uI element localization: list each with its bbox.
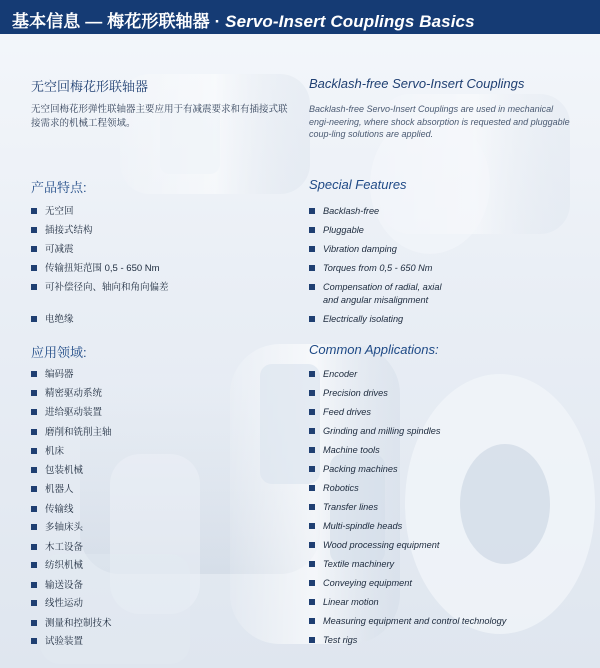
bullet-square-icon	[309, 265, 315, 271]
bullet-square-icon	[309, 447, 315, 453]
bullet-square-icon	[309, 466, 315, 472]
bullet-square-icon	[31, 429, 37, 435]
page-title	[12, 7, 475, 32]
bullet-square-icon	[31, 227, 37, 233]
bullet-square-icon	[309, 246, 315, 252]
bullet-square-icon	[309, 580, 315, 586]
intro-text-en: Backlash-free Servo-Insert Couplings are used in mechanical engi-neering, where shock absorption is requested and pluggable coup-ling solutions are applied.	[309, 104, 570, 139]
bullet-square-icon	[309, 227, 315, 233]
bullet-square-icon	[309, 390, 315, 396]
applications-title-en: Common Applications:	[309, 342, 439, 357]
bullet-square-icon	[309, 208, 315, 214]
bullet-square-icon	[309, 504, 315, 510]
bullet-square-icon	[31, 562, 37, 568]
bullet-square-icon	[309, 637, 315, 643]
page-title-en: Servo-Insert Couplings Basics	[225, 12, 475, 31]
bullet-square-icon	[31, 246, 37, 252]
bullet-square-icon	[31, 316, 37, 322]
features-title-zh: 产品特点:	[31, 180, 87, 195]
bullet-square-icon	[31, 390, 37, 396]
bullet-square-icon	[31, 467, 37, 473]
bullet-square-icon	[31, 448, 37, 454]
bullet-square-icon	[309, 316, 315, 322]
intro-title-en: Backlash-free Servo-Insert Couplings	[309, 76, 525, 91]
bullet-square-icon	[309, 599, 315, 605]
bullet-square-icon	[309, 618, 315, 624]
bullet-square-icon	[31, 208, 37, 214]
bullet-square-icon	[31, 486, 37, 492]
bullet-square-icon	[31, 371, 37, 377]
features-title-en: Special Features	[309, 177, 407, 192]
bullet-square-icon	[309, 485, 315, 491]
bullet-square-icon	[309, 428, 315, 434]
applications-title-zh: 应用领域:	[31, 345, 87, 360]
bullet-square-icon	[31, 638, 37, 644]
bullet-square-icon	[31, 582, 37, 588]
bullet-square-icon	[31, 524, 37, 530]
bullet-square-icon	[31, 284, 37, 290]
bullet-square-icon	[309, 409, 315, 415]
page-title-zh: 基本信息 — 梅花形联轴器 ·	[12, 12, 226, 31]
bullet-square-icon	[31, 600, 37, 606]
bullet-square-icon	[309, 523, 315, 529]
intro-text-zh: 无空回梅花形弹性联轴器主要应用于有减震要求和有插接式联接需求的机械工程领域。	[31, 104, 288, 129]
bullet-square-icon	[309, 542, 315, 548]
bullet-square-icon	[31, 265, 37, 271]
bullet-square-icon	[31, 409, 37, 415]
bullet-square-icon	[31, 506, 37, 512]
bullet-square-icon	[309, 561, 315, 567]
bullet-square-icon	[31, 544, 37, 550]
bullet-square-icon	[31, 620, 37, 626]
bullet-square-icon	[309, 371, 315, 377]
bullet-square-icon	[309, 284, 315, 290]
header-bar	[0, 0, 600, 34]
intro-title-zh: 无空回梅花形联轴器	[31, 79, 149, 94]
